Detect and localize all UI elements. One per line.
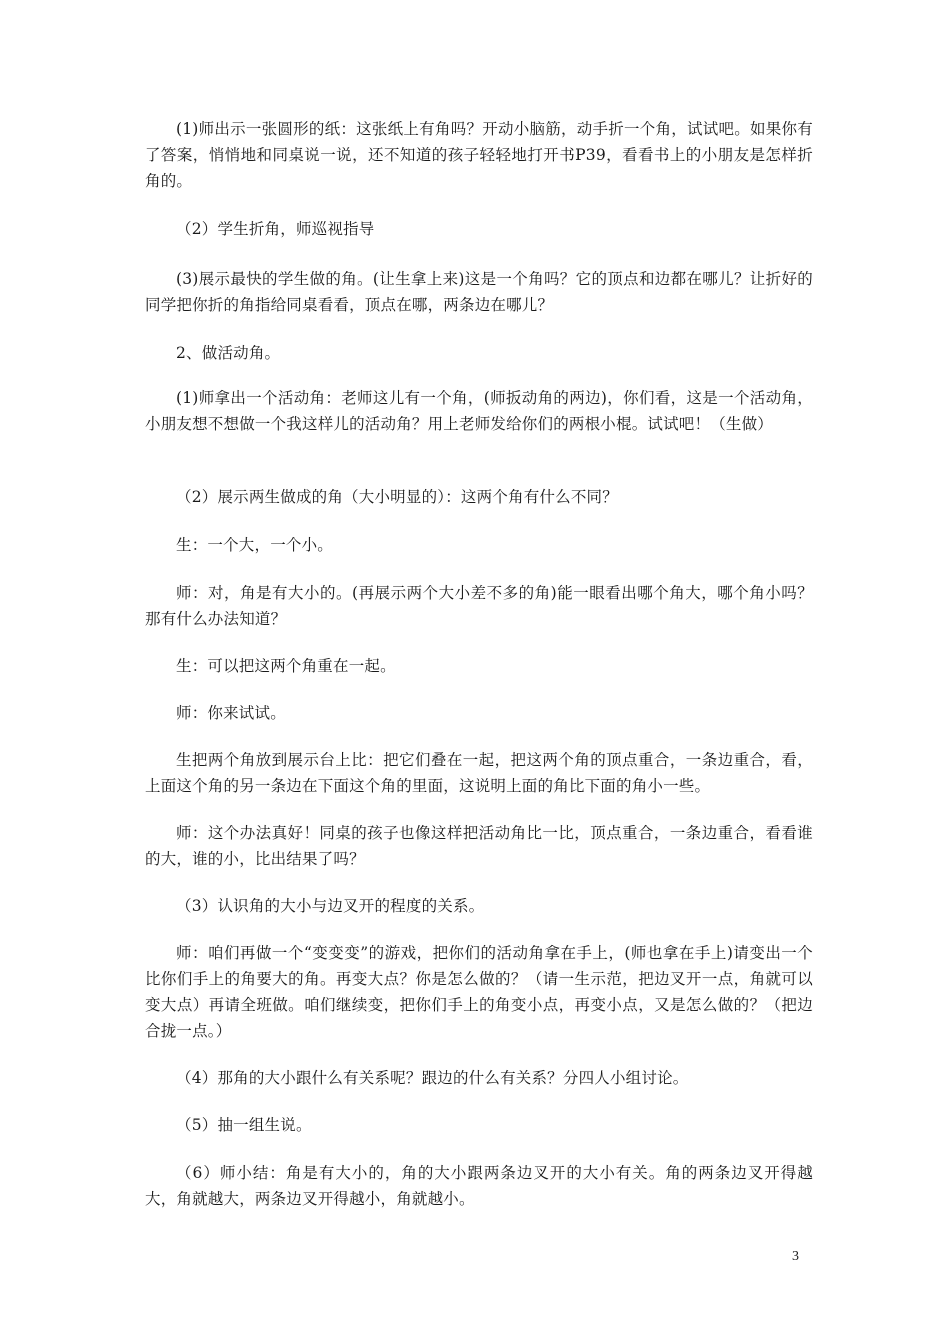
paragraph-student-answer-2: 生：可以把这两个角重在一起。 xyxy=(176,657,396,675)
paragraph-compare-on-stage: 生把两个角放到展示台上比：把它们叠在一起，把这两个角的顶点重合，一条边重合，看，上面这个角的另一条边在下面这个角的里面，这说明上面的角比下面的角小一些。 xyxy=(145,751,813,795)
paragraph-fold-circle-paper: (1)师出示一张圆形的纸：这张纸上有角吗？开动小脑筋，动手折一个角，试试吧。如果你有了答案，悄悄地和同桌说一说，还不知道的孩子轻轻地打开书P39，看看书上的小朋友是怎样折角的。 xyxy=(145,120,813,190)
paragraph-teacher-sizes: 师：对，角是有大小的。(再展示两个大小差不多的角)能一眼看出哪个角大，哪个角小吗？那有什么办法知道？ xyxy=(145,584,813,628)
paragraph-show-fastest: (3)展示最快的学生做的角。(让生拿上来)这是一个角吗？它的顶点和边都在哪儿？让折好的同学把你折的角指给同桌看看，顶点在哪，两条边在哪儿？ xyxy=(145,270,813,314)
paragraph-good-method: 师：这个办法真好！同桌的孩子也像这样把活动角比一比，顶点重合，一条边重合，看看谁的大，谁的小，比出结果了吗？ xyxy=(145,824,813,868)
paragraph-summary: （6）师小结：角是有大小的，角的大小跟两条边叉开的大小有关。角的两条边叉开得越大，角就越大，两条边叉开得越小，角就越小。 xyxy=(145,1164,813,1208)
paragraph-teacher-try: 师：你来试试。 xyxy=(176,704,286,722)
paragraph-movable-angle: (1)师拿出一个活动角：老师这儿有一个角，(师扳动角的两边)，你们看，这是一个活动角，小朋友想不想做一个我这样儿的活动角？用上老师发给你们的两根小棍。试试吧！（生做） xyxy=(145,389,813,433)
paragraph-group-discussion: （4）那角的大小跟什么有关系呢？跟边的什么有关系？分四人小组讨论。 xyxy=(176,1069,689,1087)
paragraph-students-fold: （2）学生折角，师巡视指导 xyxy=(176,220,375,238)
paragraph-group-report: （5）抽一组生说。 xyxy=(176,1116,312,1134)
paragraph-section-heading: 2、做活动角。 xyxy=(176,344,281,362)
paragraph-relationship: （3）认识角的大小与边叉开的程度的关系。 xyxy=(176,897,485,915)
paragraph-show-two-angles: （2）展示两生做成的角（大小明显的）：这两个角有什么不同？ xyxy=(176,488,618,506)
paragraph-transform-game: 师：咱们再做一个“变变变”的游戏，把你们的活动角拿在手上，(师也拿在手上)请变出一个比你们手上的角要大的角。再变大点？你是怎么做的？（请一生示范，把边叉开一点，角就可以变大点）再请全班做。咱们继续变，把你们手上的角变小点，再变小点，又是怎么做的？（把边合拢一点。） xyxy=(145,944,813,1040)
page-number: 3 xyxy=(792,1249,799,1264)
paragraph-student-answer-1: 生：一个大，一个小。 xyxy=(176,536,334,554)
